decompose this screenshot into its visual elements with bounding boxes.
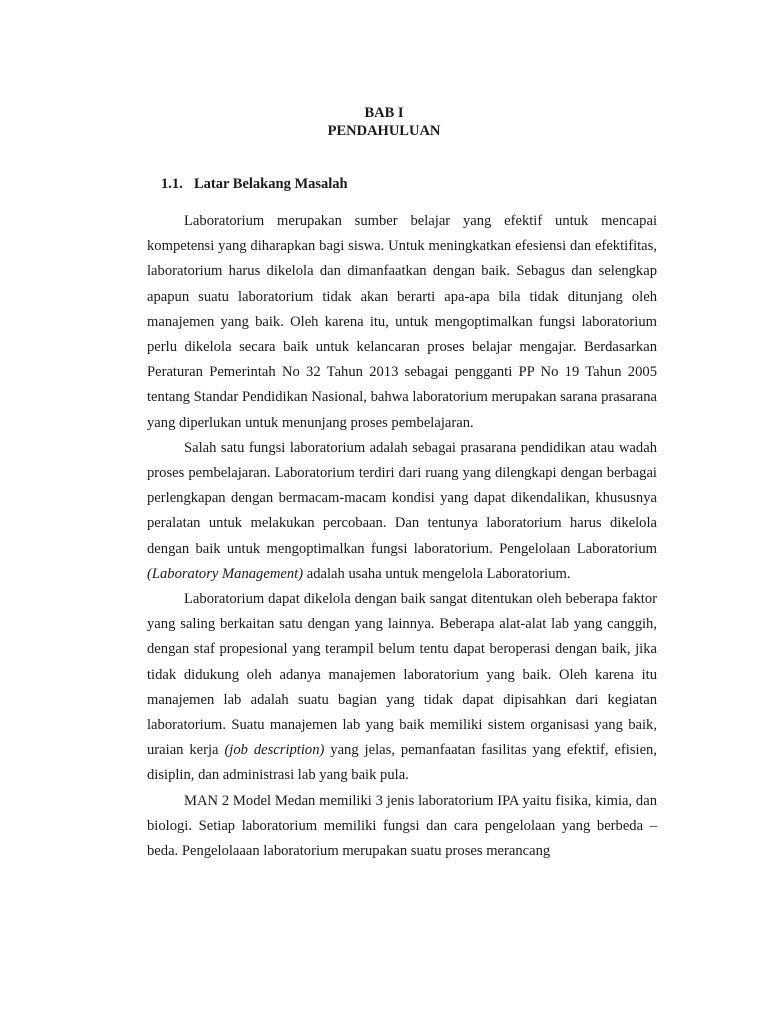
section-title: Latar Belakang Masalah [194, 176, 348, 192]
paragraph-3-italic-term: (job description) [224, 742, 325, 759]
chapter-title: PENDAHULUAN [327, 123, 441, 139]
paragraph-3 [147, 587, 657, 789]
paragraph-2-text-b: adalah usaha untuk mengelola Laboratorium. [303, 565, 571, 582]
section-number: 1.1. [161, 176, 183, 192]
paragraph-2-italic-term: (Laboratory Management) [147, 565, 304, 582]
paragraph-4: MAN 2 Model Medan memiliki 3 jenis laboratorium IPA yaitu fisika, kimia, dan biologi. Setiap laboratorium memiliki fungsi dan cara pengelolaan yang berbeda – beda. Pengelolaaan laboratorium merupakan suatu proses merancang [147, 792, 657, 860]
paragraph-2-text-a: Salah satu fungsi laboratorium adalah sebagai prasarana pendidikan atau wadah proses pembelajaran. Laboratorium terdiri dari ruang yang dilengkapi dengan berbagai perlengkapan dengan bermacam-macam kondisi yang dapat dikendalikan, khususnya peralatan untuk melakukan percobaan. Dan tentunya laboratorium harus dikelola dengan baik untuk mengoptimalkan fungsi laboratorium. Pengelolaan Laboratorium [147, 439, 657, 557]
section-heading [161, 175, 348, 193]
paragraph-3-text-b: yang jelas, pemanfaatan fasilitas yang efektif, efisien, disiplin, dan administrasi lab yang baik pula. [147, 742, 657, 784]
paragraph-2 [147, 436, 657, 587]
chapter-label: BAB I [364, 105, 404, 121]
body-text [147, 209, 657, 864]
paragraph-1: Laboratorium merupakan sumber belajar yang efektif untuk mencapai kompetensi yang diharapkan bagi siswa. Untuk meningkatkan efesiensi dan efektifitas, laboratorium harus dikelola dan dimanfaatkan dengan baik. Sebagus dan selengkap apapun suatu laboratorium tidak akan berarti apa-apa bila tidak ditunjang oleh manajemen yang baik. Oleh karena itu, untuk mengoptimalkan fungsi laboratorium perlu dikelola secara baik untuk kelancaran proses belajar mengajar. Berdasarkan Peraturan Pemerintah No 32 Tahun 2013 sebagai pengganti PP No 19 Tahun 2005 tentang Standar Pendidikan Nasional, bahwa laboratorium merupakan sarana prasarana yang diperlukan untuk menunjang proses pembelajaran. [147, 213, 657, 431]
paragraph-3-text-a: Laboratorium dapat dikelola dengan baik sangat ditentukan oleh beberapa faktor yang saling berkaitan satu dengan yang lainnya. Beberapa alat-alat lab yang canggih, dengan staf propesional yang terampil belum tentu dapat beroperasi dengan baik, jika tidak didukung oleh adanya manajemen laboratorium yang baik. Oleh karena itu manajemen lab adalah suatu bagian yang tidak dapat dipisahkan dari kegiatan laboratorium. Suatu manajemen lab yang baik memiliki sistem organisasi yang baik, uraian kerja [147, 591, 657, 759]
